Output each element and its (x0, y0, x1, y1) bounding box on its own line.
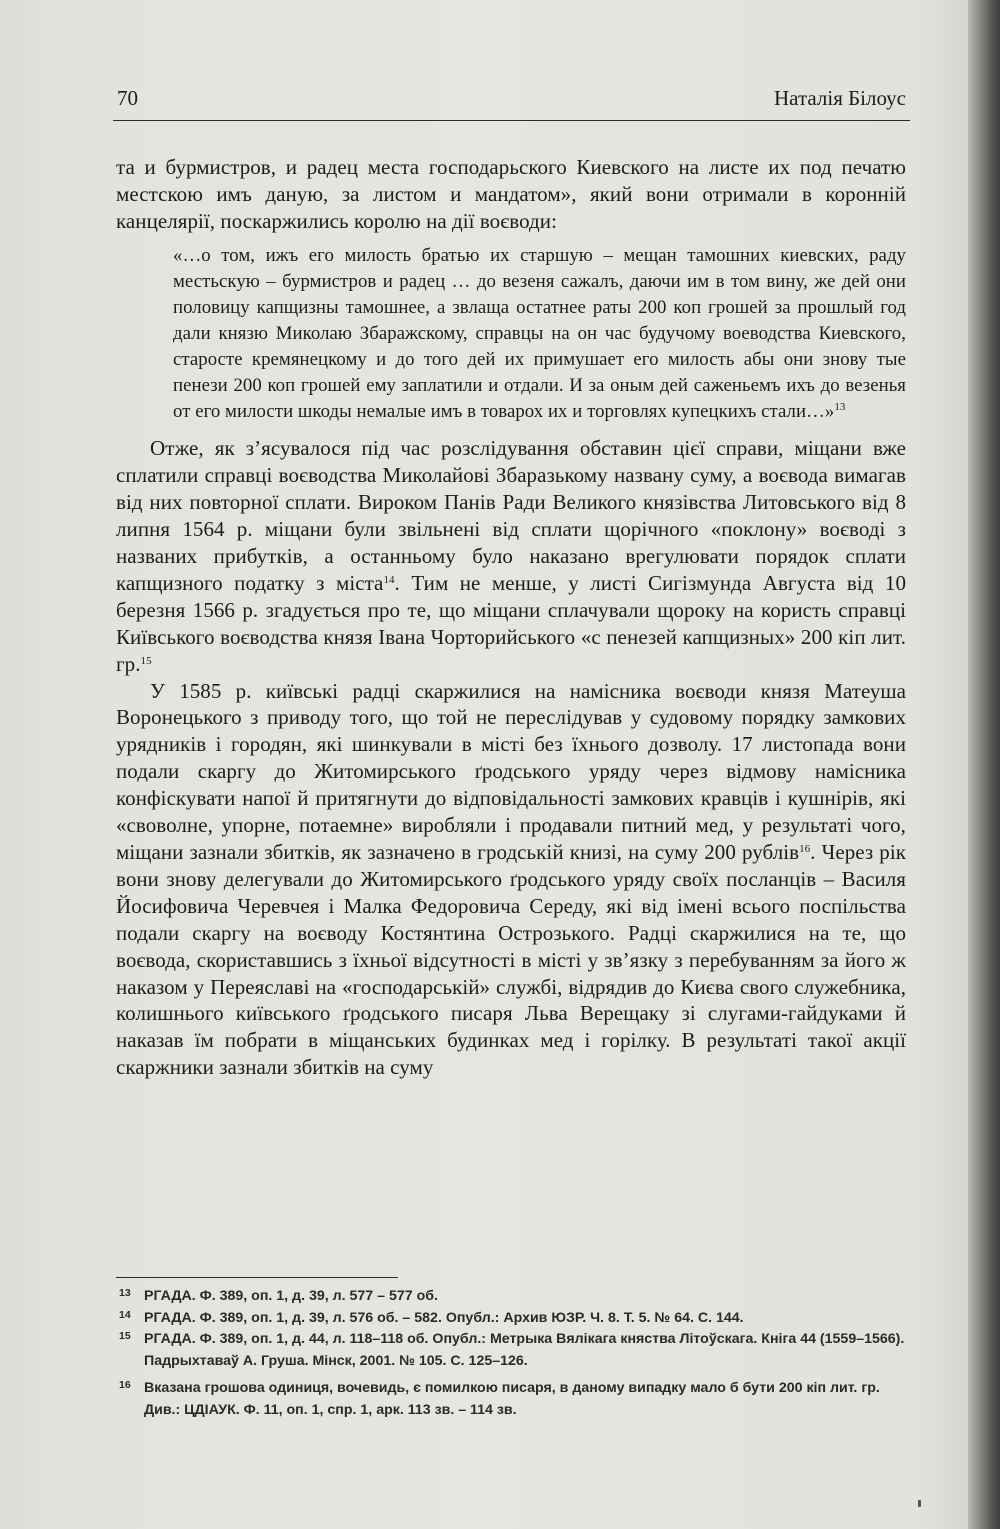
footnote-number: 15 (119, 1330, 131, 1343)
page-number: 70 (117, 86, 138, 110)
paragraph-text: та и бурмистров, и радец места господарьского Киевского на листе их под печатю местскою имъ даную, за листом и мандатом», який вони отримали в коронній канцелярії, поскаржились королю на дії воєводи: (116, 155, 906, 233)
quote-text: «…о том, ижъ его милость братью их старшую – мещан тамошних киевских, раду местьскую – бурмистров и радец … до везеня сажалъ, даючи им в том вину, же дей они половицу капщизны тамошнее, а звлаща остатнее раты 200 коп грошей за прошлый год дали князю Миколаю Збаражскому, справцы на он час будучому воеводства Киевского, старосте кремянецкому и до того дей их примушает его милость абы они знову тые пенези 200 коп грошей ему заплатили и отдали. И за оным дей саженьемъ ихъ до везенья от его милости шкоды немалые имъ в товарох их и торговлях купецкихъ стали…» (173, 244, 906, 423)
footnote-13 (116, 1286, 906, 1308)
footnote-text: РГАДА. Ф. 389, оп. 1, д. 44, л. 118–118 об. Опубл.: Метрыка Вялікага княства Літоўскага. Кніга 44 (1559–1566). Падрыхтаваў А. Груша. Мінск, 2001. № 105. С. 125–126. (144, 1331, 905, 1369)
book-spine-shadow (968, 0, 1000, 1529)
footnote-ref-15: 15 (140, 654, 152, 667)
block-quote (173, 243, 906, 426)
footnote-number: 14 (119, 1308, 131, 1321)
paragraph-text: . Через рік вони знову делегували до Житомирського ґродського уряду своїх посланців – Василя Йосифовича Черевчея і Малка Федоровича Середу, які від імені всього поспільства подали скаргу на воєводу Костянтина Острозького. Радці скаржилися на те, що воєвода, скориставшись з їхньої відсутності в місті у зв’язку з перебуванням за його ж наказом у Переяславі на «господарській» службі, відрядив до Києва свого служебника, колишнього київського ґродського писаря Льва Верещаку зі слугами-гайдуками й наказав їм побрати в міщанських будинках мед і горілку. В результаті такої акції скаржники зазнали збитків на суму (116, 839, 906, 1080)
footnote-16 (116, 1378, 906, 1421)
page-header (113, 80, 910, 121)
footnote-15 (116, 1329, 906, 1372)
footnote-number: 13 (119, 1287, 131, 1299)
paragraph-text: У 1585 р. київські радці скаржилися на намісника воєводи князя Матеуша Воронецького з приводу того, що той не переслідував у судовому порядку замкових урядників і городян, які шинкували в місті без їхнього дозволу. 17 листопада вони подали скаргу до Житомирського ґродського уряду через відмову намісника конфіскувати напої й притягнути до відповідальності замкових кравців і кушнірів, які «своволне, упорне, потаемне» виробляли і продавали питний мед, у результаті чого, міщани зазнали збитків, як зазначено в гродській книзі, на суму 200 рублів (116, 678, 906, 864)
footnote-text: РГАДА. Ф. 389, оп. 1, д. 39, л. 576 об. – 582. Опубл.: Архив ЮЗР. Ч. 8. Т. 5. № 64. С. 144. (144, 1309, 744, 1326)
paragraph-text: Отже, як з’ясувалося під час розслідування обставин цієї справи, міщани вже сплатили справці воєводства Миколайові Збаразькому названу суму, а воєвода вимагав від них повторної сплати. Вироком Панів Ради Великого князівства Литовського від 8 липня 1564 р. міщани були звільнені від сплати щорічного «поклону» воєводі з названих прибутків, а останньому було наказано врегулювати порядок сплати капщизного податку з міста (116, 436, 906, 595)
footnotes (116, 1286, 906, 1422)
footnote-14 (116, 1308, 906, 1330)
main-text (116, 154, 906, 1081)
footnote-text: РГАДА. Ф. 389, оп. 1, д. 39, л. 577 – 577 об. (144, 1288, 438, 1304)
paragraph-text: . Тим не менше, у листі Сигізмунда Августа від 10 березня 1566 р. згадується про те, що міщани сплачували щороку на користь справці Київського воєводства князя Івана Чорторийського «с пенезей капщизных» 200 кіп лит. гр. (116, 570, 906, 676)
paragraph-continued (116, 154, 906, 235)
footnote-number: 16 (119, 1379, 131, 1392)
paragraph (116, 678, 906, 1082)
footnote-ref-14: 14 (383, 573, 395, 586)
ink-speck (918, 1500, 921, 1507)
footnote-divider (116, 1277, 398, 1278)
footnote-text: Вказана грошова одиниця, вочевидь, є помилкою писаря, в даному випадку мало б бути 200 кіп лит. гр. Див.: ЦДІАУК. Ф. 11, оп. 1, спр. 1, арк. 113 зв. – 114 зв. (144, 1380, 880, 1418)
footnote-ref-16: 16 (799, 842, 811, 855)
footnote-ref-13: 13 (834, 401, 846, 414)
running-head-author: Наталія Білоус (774, 86, 906, 110)
paragraph (116, 435, 906, 677)
